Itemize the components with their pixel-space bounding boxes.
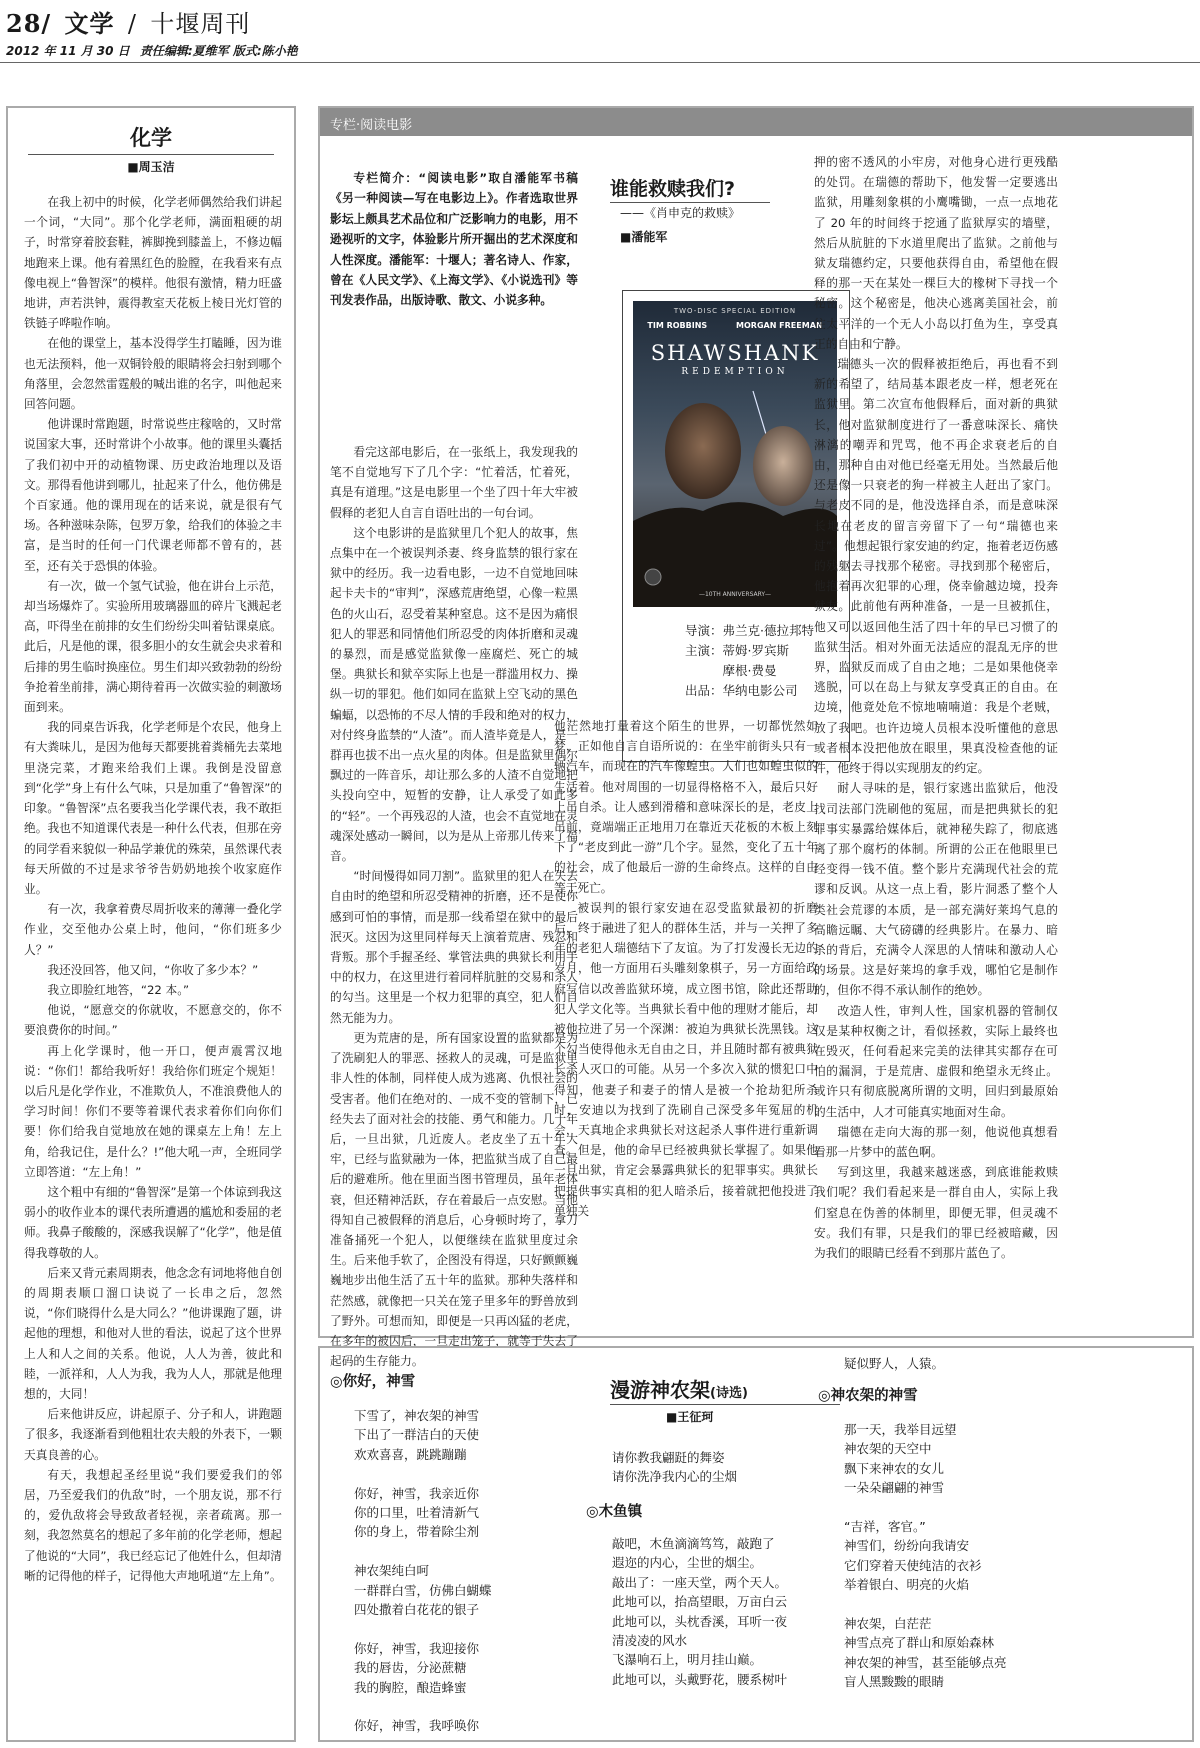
poster-edition: TWO-DISC SPECIAL EDITION	[673, 307, 797, 315]
poem-line: 清凌凌的风水	[612, 1633, 688, 1649]
poem-line: 下雪了，神农架的神雪	[354, 1408, 480, 1423]
film-review-col2	[554, 716, 818, 1328]
paragraph: 押的密不透风的小牢房，对他身心进行更残酷的处罚。在瑞德的帮助下，他发誓一定要逃出监狱，用雕刻象棋的小鹰嘴锄，一点一点地花了 20 年的时间终于挖通了监狱厚实的墙壁，然后从肮脏的下水道里爬出了监狱。之前他与狱友瑞德约定，只要他获得自由，希望他在假释的那一天在某处一棵巨大的橡树下寻找一个秘密。这个秘密是，他决心逃离美国社会，前往太平洋的一个无人小岛以打鱼为生，享受真正的自由和宁静。	[814, 155, 1058, 351]
poem-line: 请你教我翩跹的舞姿	[612, 1450, 725, 1465]
poster-title: SHAWSHANK	[650, 341, 820, 365]
paragraph: 再上化学课时，他一开口，便声震霄汉地说：“你们！都给我听好！我给你们班定个规矩！以后凡是化学作业，不准欺负人，不准浪费他人的学习时间！你们不要等着课代表求着你们向你们要！你们给我自觉地放在她的课桌左上角！左上角，给我记住，是什么？!”他大吼一声，全班同学立即答道：“左上角！”	[24, 1043, 282, 1179]
paragraph: 他茫然地打量着这个陌生的世界，一切都恍然如梦，正如他自言自语所说的：在坐牢前街头只有一辆汽车，而现在的汽车像蝗虫。人们也如蝗虫似的生活着。他对周围的一切显得格格不入，最后只好上吊自杀。让人感到滑稽和意味深长的是，老皮上吊前，竟端端正正地用刀在靠近天花板的木板上刻下了“老皮到此一游”几个字。显然，变化了五十年的社会，成了他最后一游的生命终点。这样的自由等于死亡。	[554, 719, 818, 895]
section-name: 文学	[64, 9, 115, 38]
poem-line: 飘下来神农的女儿	[844, 1460, 945, 1476]
review-title: 谁能救赎我们?	[610, 178, 736, 200]
paragraph: 更为荒唐的是，所有国家设置的监狱都是为了洗刷犯人的罪恶、拯救人的灵魂，可是监狱里非人性的体制，同样使人成为逃离、仇恨社会的受害者。他们在绝对的、一成不变的管制下，已经失去了面对社会的技能、勇气和能力。几十年后，一旦出狱，几近废人。老皮坐了五十年大牢，已经与监狱融为一体，把监狱当成了自己最后的避难所。他在里面当图书管理员，虽年老体衰，但还精神活跃，存在着最后一点安慰。当他得知自己被假释的消息后，心身顿时垮了，拿刀准备捅死一个犯人，以便继续在监狱里度过余生。后来他手软了，企图没有得逞，只好颤颤巍巍地步出他生活了五十年的监狱。那种失落样和茫然感，就像把一只关在笼子里多年的野兽放到了野外。可想而知，即便是一只再凶猛的老虎，在多年的被囚后，一旦走出笼子，就等于失去了起码的生存能力。	[330, 1030, 578, 1369]
poem-line: 神农架纯白呵	[354, 1563, 430, 1579]
paragraph: 有天，我想起圣经里说“我们要爱我们的邻居，乃至爱我们的仇敌”时，一个朋友说，那不行的，爱仇敌将会导致敌者轻视，亲者疏离。那一刻，我忽然莫名的想起了多年前的化学老师，想起了他说的“大同”，我已经忘记了他姓什么，但却清晰的记得他的样子，记得他大声地吼道“左上角”。	[24, 1467, 282, 1583]
poem-line: 四处撒着白花花的银子	[354, 1602, 480, 1618]
poetry-section	[318, 1346, 1194, 1742]
film-review-col1	[330, 442, 578, 1369]
poem-line: 请你洗净我内心的尘烟	[612, 1469, 738, 1485]
paragraph: 被误判的银行家安迪在忍受监狱最初的折磨后，终于融进了犯人的群体生活，并与一关押了多年的老犯人瑞德结下了友谊。为了打发漫长无边的岁月，他一方面用石头雕刻象棋子，另一方面给政府写信以改善监狱环境，成立图书馆，除此还帮助犯人学文化等。当典狱长看中他的理财才能后，却被他拉进了另一个深渊：被迫为典狱长洗黑钱。这个勾当使得他永无自由之日，并且随时都有被典狱长杀人灭口的可能。从另一个多次入狱的惯犯口中得知，他妻子和妻子的情人是被一个抢劫犯所杀时，安迪以为找到了洗刷自己深受多年冤屈的机会，天真地企求典狱长对这起杀人事件进行重新调查。但是，他的命早已经被典狱长掌握了。如果他一旦出狱，肯定会暴露典狱长的犯罪事实。典狱长把提供事实真相的犯人暗杀后，接着就把他投进了单独关	[554, 900, 818, 1218]
article-title: 化学	[130, 125, 172, 150]
paragraph: 我还没回答，他又问，“你收了多少本？”	[47, 962, 259, 977]
paragraph: 耐人寻味的是，银行家逃出监狱后，他没找司法部门洗刷他的冤屈，而是把典狱长的犯罪事实暴露给媒体后，就神秘失踪了，彻底逃离了那个腐朽的体制。所谓的公正在他眼里已经变得一钱不值。整个影片充满现代社会的荒谬和反讽。从这一点上看，影片洞悉了整个人类社会荒谬的本质，是一部充满好莱坞气息的高瞻远瞩、大气磅礴的经典影片。在暴力、暗杀的背后，充满令人深思的人情味和激动人心的场景。这是好莱坞的拿手戏，哪怕它是制作的，但你不得不承认制作的绝妙。	[814, 781, 1058, 998]
paragraph: 瑞德在走向大海的那一刻，他说他真想看看那一片梦中的蓝色啊。	[814, 1124, 1058, 1159]
paragraph: 有一次，我拿着费尽周折收来的薄薄一叠化学作业，交至他办公桌上时，他问，“你们班多少人？”	[24, 902, 282, 957]
date-editor-line	[6, 42, 298, 59]
film-poster-image	[633, 301, 837, 607]
paragraph: 后来又背元素周期表，他念念有词地将他自创的周期表顺口溜口诀说了一长串之后，忽然说，“你们晓得什么是大同么？”他讲课跑了题，讲起他的理想，和他对人世的看法，说起了这个世界上人和人之间的关系。他说，人人为善，彼此和睦，一派祥和，人人为我，我为人人，那就是他理想的，大同！	[24, 1265, 282, 1401]
poem-line: 此地可以，抬高望眼，万亩白云	[612, 1594, 788, 1610]
intro-text: 专栏简介：“阅读电影”取自潘能军书稿《另一种阅读—写在电影边上》。作者选取世界影坛上颇具艺术品位和广泛影响力的电影，用不逊视听的文字，体验影片所开掘出的艺术深度和人性深度。潘能军：十堰人；著名诗人、作家，曾在《人民文学》、《上海文学》、《小说选刊》等刊发表作品，出版诗歌、散文、小说多种。	[330, 171, 578, 308]
film-review-col3	[814, 152, 1058, 1328]
poem-line: 那一天，我举目远望	[844, 1422, 957, 1437]
poster-subtitle: REDEMPTION	[681, 367, 789, 377]
poem-line: 神农架的天空中	[844, 1441, 932, 1457]
poem-line: 神雪点亮了群山和原始森林	[844, 1635, 995, 1651]
poem-line: 一朵朵翩翩的神雪	[844, 1480, 945, 1496]
poem-line: 神农架的神雪，甚至能够点亮	[844, 1654, 1007, 1670]
paragraph: 改造人性，审判人性，国家机器的管制仅仅是某种权衡之计，看似拯救，实际上最终也在毁灭，任何看起来完美的法律其实都存在可怕的漏洞，于是荒唐、虚假和绝望永无终止。或许只有彻底脱离所谓的文明，回归到最原始的生活中，人才可能真实地面对生命。	[814, 1003, 1058, 1119]
poem-line: 你好，神雪，我迎接你	[354, 1640, 480, 1656]
paragraph: 在我上初中的时候，化学老师偶然给我们讲起一个词，“大同”。那个化学老师，满面粗硬的胡子，时常穿着胶套鞋，裤脚挽到膝盖上，不修边幅地跑来上课。他有着黑红色的脸膛，在我看来有点像电视上“鲁智深”的模样。他很有激情，精力旺盛地讲，声若洪钟，震得教室天花板上棱日光灯管的铁链子哗啦作响。	[24, 195, 282, 331]
issue-date: 2012 年 11 月 30 日	[6, 44, 130, 58]
poem-line: 我的唇齿，分泌蔗糖	[354, 1660, 467, 1676]
review-author: ■潘能军	[620, 230, 668, 244]
poem-line: 你好，神雪，我亲近你	[354, 1485, 480, 1501]
poem-line: 你的身上，带着除尘剂	[354, 1524, 480, 1540]
paragraph: 写到这里，我越来越迷惑，到底谁能救赎我们呢？我们看起来是一群自由人，实际上我们窒息在伪善的体制里，即便无罪，但灵魂不安。我们有罪，只是我们的罪已经被暗藏，因为我们的眼睛已经看不到那片蓝色了。	[814, 1165, 1058, 1260]
title-divider	[28, 154, 274, 155]
poster-anniversary: —10TH ANNIVERSARY—	[698, 591, 772, 598]
paragraph: 我的同桌告诉我，化学老师是个农民，他身上有大粪味儿，是因为他每天都要挑着粪桶先去菜地里浇完菜，才跑来给我们上课。我倒是没留意到“化学”身上有什么气味，只是加重了“鲁智深”的印象。“鲁智深”点名要我当化学课代表，我不敢拒绝。我也不知道课代表是一种什么代表，但那在旁的同学看来貌似一种品学兼优的殊荣，虽然课代表每天所做的不过是求爷爷告奶奶地挨个收家庭作业。	[24, 720, 282, 896]
poster-actors	[633, 321, 837, 330]
poem-line: 盲人黑黢黢的眼睛	[844, 1674, 945, 1690]
poetry-author: ■王征珂	[666, 1410, 714, 1424]
column-banner: 专栏·阅读电影	[320, 108, 1192, 136]
paragraph: 这个粗中有细的“鲁智深”是第一个体谅到我这弱小的收作业本的课代表所遭遇的尴尬和委屈的老师。我鼻子酸酸的，深感我误解了“化学”，他是值得我尊敬的人。	[24, 1184, 282, 1260]
poem-line: 敲吧，木鱼滴滴笃笃，敲跑了	[612, 1536, 775, 1551]
credit-director: 导演：弗兰克·德拉邦特	[685, 623, 814, 638]
poem-line: 遐迩的内心，尘世的烟尘。	[612, 1555, 763, 1571]
header-divider	[0, 62, 1200, 63]
poem-line: “吉祥，客官。”	[844, 1519, 926, 1535]
poem-line: 此地可以，头枕香溪，耳听一夜	[612, 1613, 788, 1629]
paragraph: “时间慢得如同刀割”。监狱里的犯人在失去自由时的绝望和所忍受精神的折磨，还不是使你感到可怕的事情，而是那一线希望在狱中的最后泯灭。这因为这里同样每天上演着荒唐、残忍和背叛。那个手握圣经、掌管法典的典狱长利用手中的权力，在这里进行着同样肮脏的交易和杀人的勾当。这里是一个权力犯罪的真空，犯人们自然无能为力。	[330, 869, 578, 1025]
poem-line: 敲出了：一座天堂，两个天人。	[612, 1574, 788, 1590]
poem-title: ◎你好，神雪	[330, 1374, 416, 1390]
poem-body	[612, 1534, 787, 1689]
poem-line: 我的胸腔，酿造蜂蜜	[354, 1679, 467, 1695]
poem-line: 它们穿着天使纯洁的衣衫	[844, 1557, 982, 1573]
poem-line: 神农架，白茫茫	[844, 1616, 932, 1632]
film-credits	[685, 621, 814, 701]
poster-actor: TIM ROBBINS	[647, 321, 708, 330]
article-body	[24, 192, 282, 1732]
poem-line: 飞瀑响石上，明月挂山巅。	[612, 1652, 763, 1668]
page-number: 28/	[6, 9, 52, 38]
masthead-separator: /	[127, 10, 137, 38]
paragraph: 这个电影讲的是监狱里几个犯人的故事，焦点集中在一个被误判杀妻、终身监禁的银行家在狱中的经历。我一边看电影，一边不自觉地回味起卡夫卡的“审判”，深感荒唐绝望，心像一粒黑色的火山石，忍受着某种窒息。这不是因为痛恨犯人的罪恶和同情他们所忍受的肉体折磨和灵魂的暴烈，而是感觉监狱像一座腐烂、死亡的城堡。典狱长和狱卒实际上也是一群滥用权力、操纵一切的罪犯。他们如同在监狱上空飞动的黑色蝙蝠，以恐怖的不尽人情的手段和绝对的权力，对付终身监禁的“人渣”。而人渣毕竟是人，是一群再也拔不出一点火星的肉体。但是监狱里偶尔飘过的一阵音乐，却让那么多的人渣不自觉地把头投向空中，短暂的安静，让人承受了如此多的“轻”。一个再残忍的人渣，也会不直觉地在灵魂深处感动一瞬间，以为是从上帝那儿传来了福音。	[330, 525, 578, 864]
left-article	[6, 106, 296, 1742]
poetry-title-text: 漫游神农架	[610, 1378, 710, 1402]
credit-cast: 摩根·费曼	[722, 663, 777, 678]
poem-title: ◎神农架的神雪	[818, 1388, 918, 1404]
paper-name: 十堰周刊	[150, 10, 251, 38]
poem-continuation	[844, 1354, 944, 1373]
poem-body	[844, 1420, 1007, 1692]
paragraph: 他讲课时常跑题，时常说些庄稼啥的，又时常说国家大事，还时常讲个小故事。他的课里头囊括了我们初中开的动植物课、历史政治地理以及语文。那得看他讲到哪儿，扯起来了什么，他仿佛是个百家通。他的课用现在的话来说，就是很有气场。各种滋味杂陈，包罗万象，给我们的体验之丰富，是当时的任何一门代课老师都不曾有的，甚至，还有关于恐惧的体验。	[24, 417, 282, 573]
paragraph: 我立即脸红地答，“22 本。”	[47, 982, 190, 997]
poem-line: 疑似野人，人猿。	[844, 1356, 945, 1371]
poem-line: 你好，神雪，我呼唤你	[354, 1718, 480, 1734]
column-intro	[330, 168, 578, 311]
paragraph: 有一次，做一个氢气试验，他在讲台上示范，却当场爆炸了。实验所用玻璃器皿的碎片飞溅起老高，吓得坐在前排的女生们纷纷尖叫着钻课桌底。此后，凡是他的课，很多胆小的女生就会央求着和后排的男生临时换座位。男生们却兴致勃勃的纷纷争抢着坐前排，满心期待着再一次做实验的刺激场面到来。	[24, 578, 282, 715]
poem-line: 神雪们，纷纷向我请安	[844, 1538, 970, 1554]
poem-continuation	[612, 1448, 737, 1487]
poem-line: 一群群白雪，仿佛白蝴蝶	[354, 1582, 492, 1598]
credit-cast: 主演：蒂姆·罗宾斯	[685, 643, 789, 658]
paragraph: 瑞德头一次的假释被拒绝后，再也看不到新的希望了，结局基本跟老皮一样，想老死在监狱里。第二次宣布他假释后，面对新的典狱长，他对监狱制度进行了一番意味深长、痛快淋漓的嘲弄和咒骂，他不再企求衰老后的自由，那种自由对他已经毫无用处。当然最后他还是像一只衰老的狗一样被主人赶出了家门。与老皮不同的是，他没选择自杀，而是意味深长地在老皮的留言旁留下了一句“瑞德也来过”。他想起银行家安迪的约定，拖着老迈伤感的残躯去寻找那个秘密。寻找到那个秘密后，他抱着再次犯罪的心理，侥幸偷越边境，投奔狱友。此前他有两种准备，一是一旦被抓住，他又可以返回他生活了四十年的早已习惯了的监狱生活。相对外面无法适应的混乱无序的世界，监狱反而成了自由之地；二是如果他侥幸逃脱，可以在岛上与狱友享受真正的自由。在边境，他竟处危不惊地喃喃道：我是个老贼，放了我吧。也许边境人员根本没听懂他的意思或者根本没把他放在眼里，果真没检查他的证件，他终于得以实现朋友的约定。	[814, 357, 1058, 776]
poem-line: 此地可以，头戴野花，腰系树叶	[612, 1671, 788, 1687]
article-author: ■周玉洁	[127, 160, 175, 174]
credit-studio: 出品：华纳电影公司	[685, 683, 798, 698]
poetry-title-divider	[610, 1404, 840, 1405]
paragraph: 在他的课堂上，基本没得学生打瞌睡，因为谁也无法预料，他一双铜铃般的眼睛将会扫射到哪个角落里，会忽然雷霆般的喊出谁的名字，叫他起来回答问题。	[24, 336, 282, 412]
poster-actor: MORGAN FREEMAN	[736, 321, 823, 330]
poem-line: 举着银白、明亮的火焰	[844, 1577, 970, 1593]
review-subtitle: ——《肖申克的救赎》	[620, 206, 741, 220]
paragraph: 后来他讲反应，讲起原子、分子和人，讲跑题了很多，我逐渐看到他粗壮农夫般的外表下，一颗天真良善的心。	[24, 1407, 282, 1462]
poetry-title	[610, 1374, 748, 1403]
poem-line: 下出了一群洁白的天使	[354, 1427, 480, 1443]
poem-title: ◎木鱼镇	[586, 1504, 643, 1520]
masthead	[6, 4, 250, 39]
review-title-divider	[610, 202, 770, 203]
poem-line: 欢欢喜喜，跳跳蹦蹦	[354, 1446, 467, 1462]
poem-line: 你的口里，吐着清新气	[354, 1505, 480, 1521]
paragraph: 他说，“愿意交的你就收，不愿意交的，你不要浪费你的时间。”	[24, 1003, 282, 1038]
poem-body	[354, 1406, 492, 1736]
paragraph: 看完这部电影后，在一张纸上，我发现我的笔不自觉地写下了几个字：“忙着活，忙着死，真是有道理。”这是电影里一个坐了四十年大牢被假释的老犯人自言自语吐出的一句台词。	[330, 445, 578, 520]
poetry-title-tag: (诗选)	[710, 1386, 748, 1401]
editor-credits: 责任编辑:夏维军 版式:陈小艳	[139, 44, 298, 58]
